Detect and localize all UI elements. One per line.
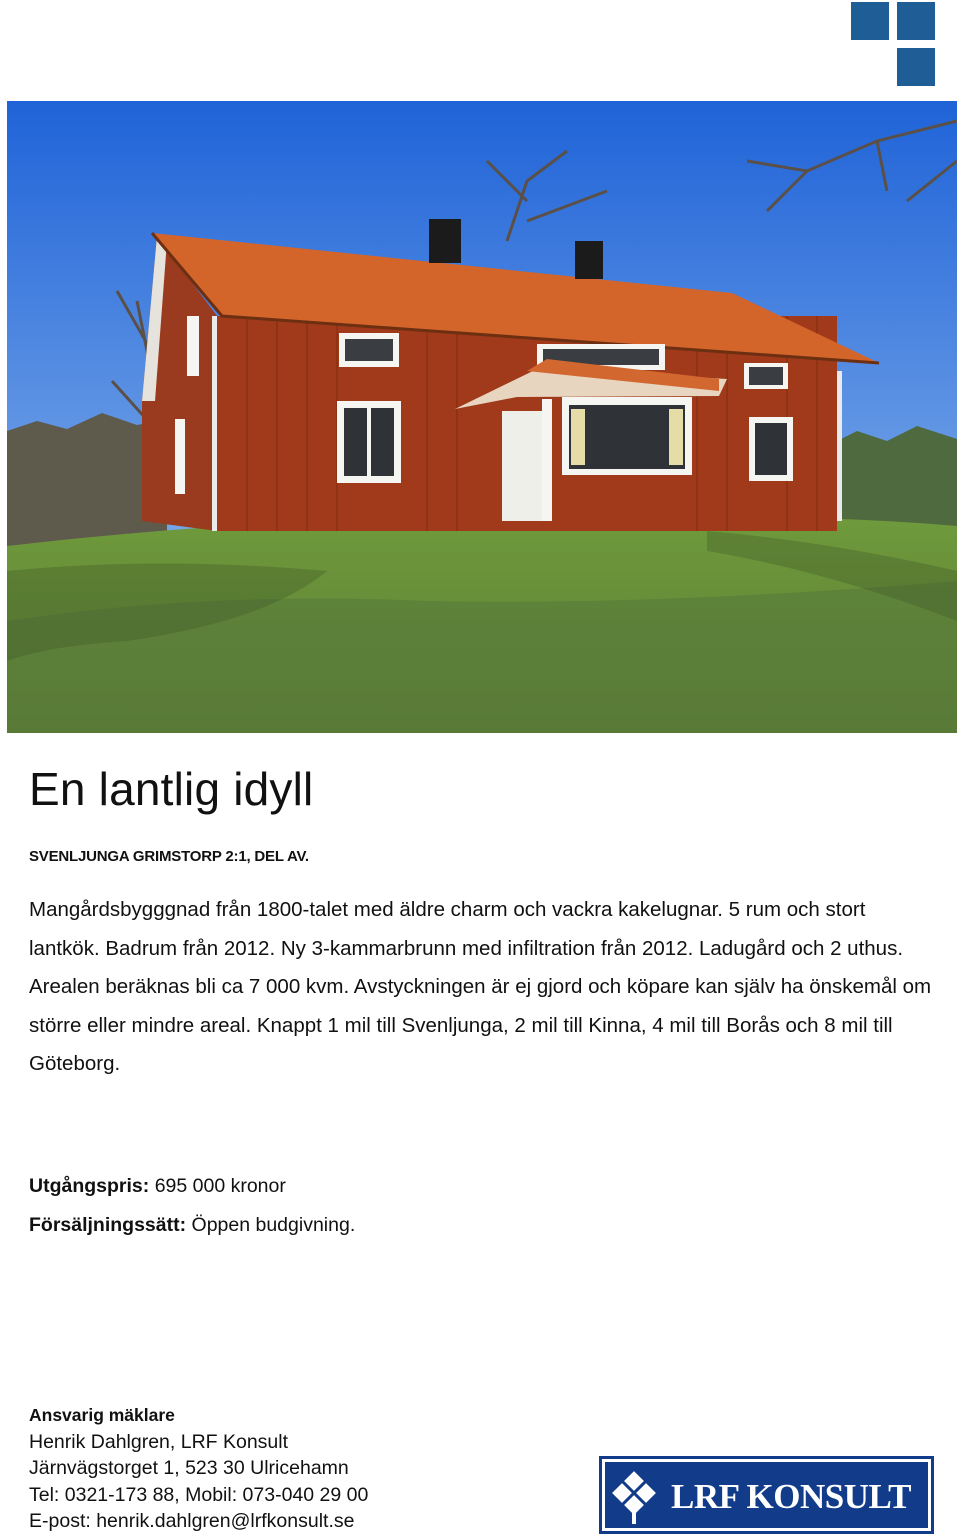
sale-method-value: Öppen budgivning. (191, 1214, 356, 1236)
sale-method-label: Försäljningssätt: (29, 1214, 187, 1236)
agent-phone: Tel: 0321-173 88, Mobil: 073-040 29 00 (29, 1483, 369, 1506)
lrf-konsult-logo (599, 1456, 934, 1534)
sale-method-line (29, 1214, 355, 1237)
property-designation: SVENLJUNGA GRIMSTORP 2:1, DEL AV. (29, 848, 309, 865)
corner-logo-icon (851, 2, 935, 86)
agent-name: Henrik Dahlgren, LRF Konsult (29, 1430, 289, 1453)
listing-description: Mangårdsbygggnad från 1800-talet med äldre charm och vackra kakelugnar. 5 rum och stort lantkök. Badrum från 2012. Ny 3-kammarbrunn med infiltration från 2012. Ladugård och 2 uthus. Arealen beräknas bli ca 7 000 kvm. Avstyckningen är ej gjord och köpare kan själv ha önskemål om större eller mindre areal. Knappt 1 mil till Svenljunga, 2 mil till Kinna, 4 mil till Borås och 8 mil till Göteborg. (29, 898, 932, 1076)
price-line (29, 1175, 286, 1198)
agent-address: Järnvägstorget 1, 523 30 Ulricehamn (29, 1457, 349, 1479)
price-label: Utgångspris: (29, 1175, 150, 1197)
logo-text: LRF KONSULT (671, 1477, 911, 1516)
agent-email[interactable]: E-post: henrik.dahlgren@lrfkonsult.se (29, 1510, 355, 1532)
contact-block (29, 1402, 368, 1535)
house-photo (7, 101, 957, 733)
listing-title: En lantlig idyll (29, 763, 314, 815)
price-value: 695 000 kronor (154, 1175, 286, 1197)
contact-heading: Ansvarig mäklare (29, 1405, 175, 1425)
